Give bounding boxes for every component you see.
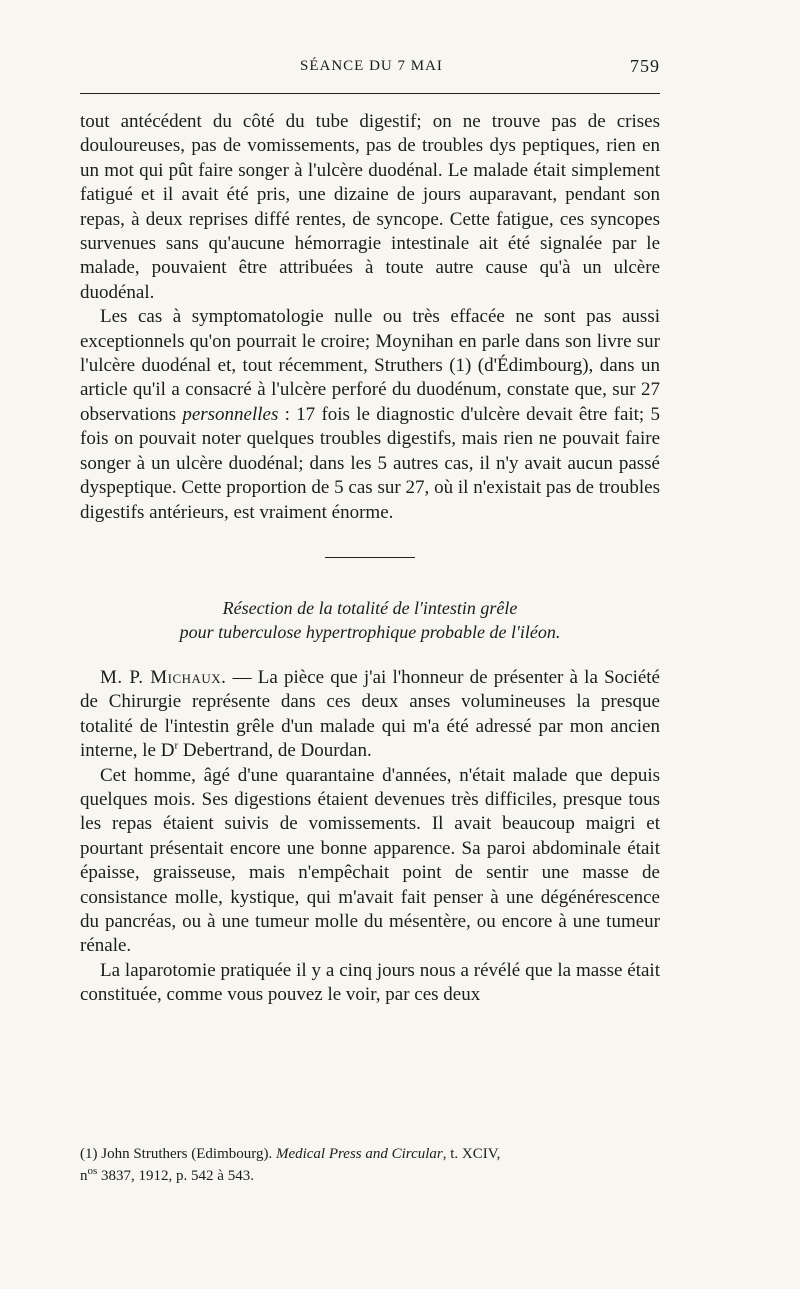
paragraph-continuation bbox=[80, 110, 660, 305]
text-line: Le malade était simplement fatigué et il avait été pris, une dizaine bbox=[80, 159, 660, 206]
footnote-text: (1) John Struthers (Edimbourg). bbox=[80, 1146, 276, 1162]
running-header bbox=[80, 56, 660, 80]
footnote-journal: Medical Press and Circular bbox=[275, 1146, 443, 1162]
paragraph-michaux bbox=[80, 666, 660, 764]
footnote-text: n bbox=[80, 1168, 88, 1184]
body-text bbox=[80, 110, 660, 1008]
italic-term: personnelles bbox=[182, 403, 279, 425]
text-line: duodénal. bbox=[80, 281, 155, 303]
text-run: — La pièce que j'ai l'honneur de présenter à la Société de Chirurgie représente dans ces deux anses volumineuses la presque totalité de l'intestin grêle d'un malade qui m'a été adressé par mon ancien interne, le D bbox=[80, 666, 660, 762]
text-run: : 17 fois le diagnostic d'ulcère devait être fait; 5 fois on pouvait noter quelques troubles digestifs, mais rien ne pouvait faire songer à un ulcère duodénal; dans les 5 autres cas, il n'y avait aucun passé dyspeptique. Cette proportion de 5 cas sur 27, où il n'existait pas de troubles digestifs antérieurs, est vraiment énorme. bbox=[80, 403, 660, 523]
section-title-line-1: Résection de la totalité de l'intestin grêle bbox=[222, 597, 518, 618]
text-run: Les cas à symptomatologie nulle ou très effacée ne sont pas aussi exceptionnels qu'on pourrait le croire; Moynihan en parle dans son livre sur l'ulcère duodénal et, tout récemment, Struthers (1) (d'Édimbourg), dans un article qu'il a consacré à l'ulcère perforé du duodénum, constate que, sur 27 observations bbox=[80, 306, 660, 425]
footnote bbox=[80, 1143, 660, 1187]
page-number: 759 bbox=[630, 56, 660, 76]
running-title: SÉANCE DU 7 MAI bbox=[300, 58, 443, 74]
paragraph-patient: Cet homme, âgé d'une quarantaine d'années, n'était malade que depuis quelques mois. Ses digestions étaient devenues très difficiles, presque tous les repas étaient suivis de vomissements. Il avait beaucoup maigri et pourtant présentait encore une bonne apparence. Sa paroi abdominale était épaisse, graisseuse, mais n'empêchait point de sentir une masse de consistance molle, kystique, qui m'avait fait penser à une dégénérescence du pancréas, ou à une tumeur molle du mésentère, ou encore à une tumeur rénale. bbox=[80, 764, 660, 957]
footnote-superscript: os bbox=[87, 1165, 98, 1177]
paragraph-laparotomy: La laparotomie pratiquée il y a cinq jours nous a révélé que la masse était constituée, comme vous pouvez le voir, par ces deux bbox=[80, 959, 660, 1006]
section-title bbox=[80, 596, 660, 644]
header-rule bbox=[80, 93, 660, 94]
text-line: peptiques, rien en un mot qui pût faire songer à l'ulcère duodénal. bbox=[80, 135, 660, 181]
text-line: de jours auparavant, pendant son repas, à deux reprises diffé bbox=[80, 184, 660, 230]
speaker-name: M. P. Michaux. bbox=[100, 666, 227, 688]
text-run: Debertrand, de Dourdan. bbox=[178, 740, 372, 762]
text-line: tout antécédent du côté du tube digestif; on ne trouve pas de bbox=[80, 111, 617, 132]
text-line: qu'aucune hémorragie intestinale ait été signalée par le malade, bbox=[80, 233, 661, 279]
text-line: rentes, de syncope. Cette fatigue, ces syncopes survenues sans bbox=[80, 208, 661, 255]
section-separator bbox=[325, 557, 415, 558]
section-title-line-2: pour tuberculose hypertrophique probable de l'iléon. bbox=[179, 621, 561, 642]
text-line: crises douloureuses, pas de vomissements, pas de troubles dys bbox=[80, 111, 660, 157]
superscript: r bbox=[174, 739, 179, 752]
footnote-text: , t. XCIV, bbox=[442, 1146, 501, 1162]
text-line: pouvaient être attribuées à toute autre cause qu'à un ulcère bbox=[151, 257, 660, 279]
paragraph-symptomatology bbox=[80, 305, 660, 525]
footnote-text: 3837, 1912, p. 542 à 543. bbox=[97, 1168, 254, 1184]
